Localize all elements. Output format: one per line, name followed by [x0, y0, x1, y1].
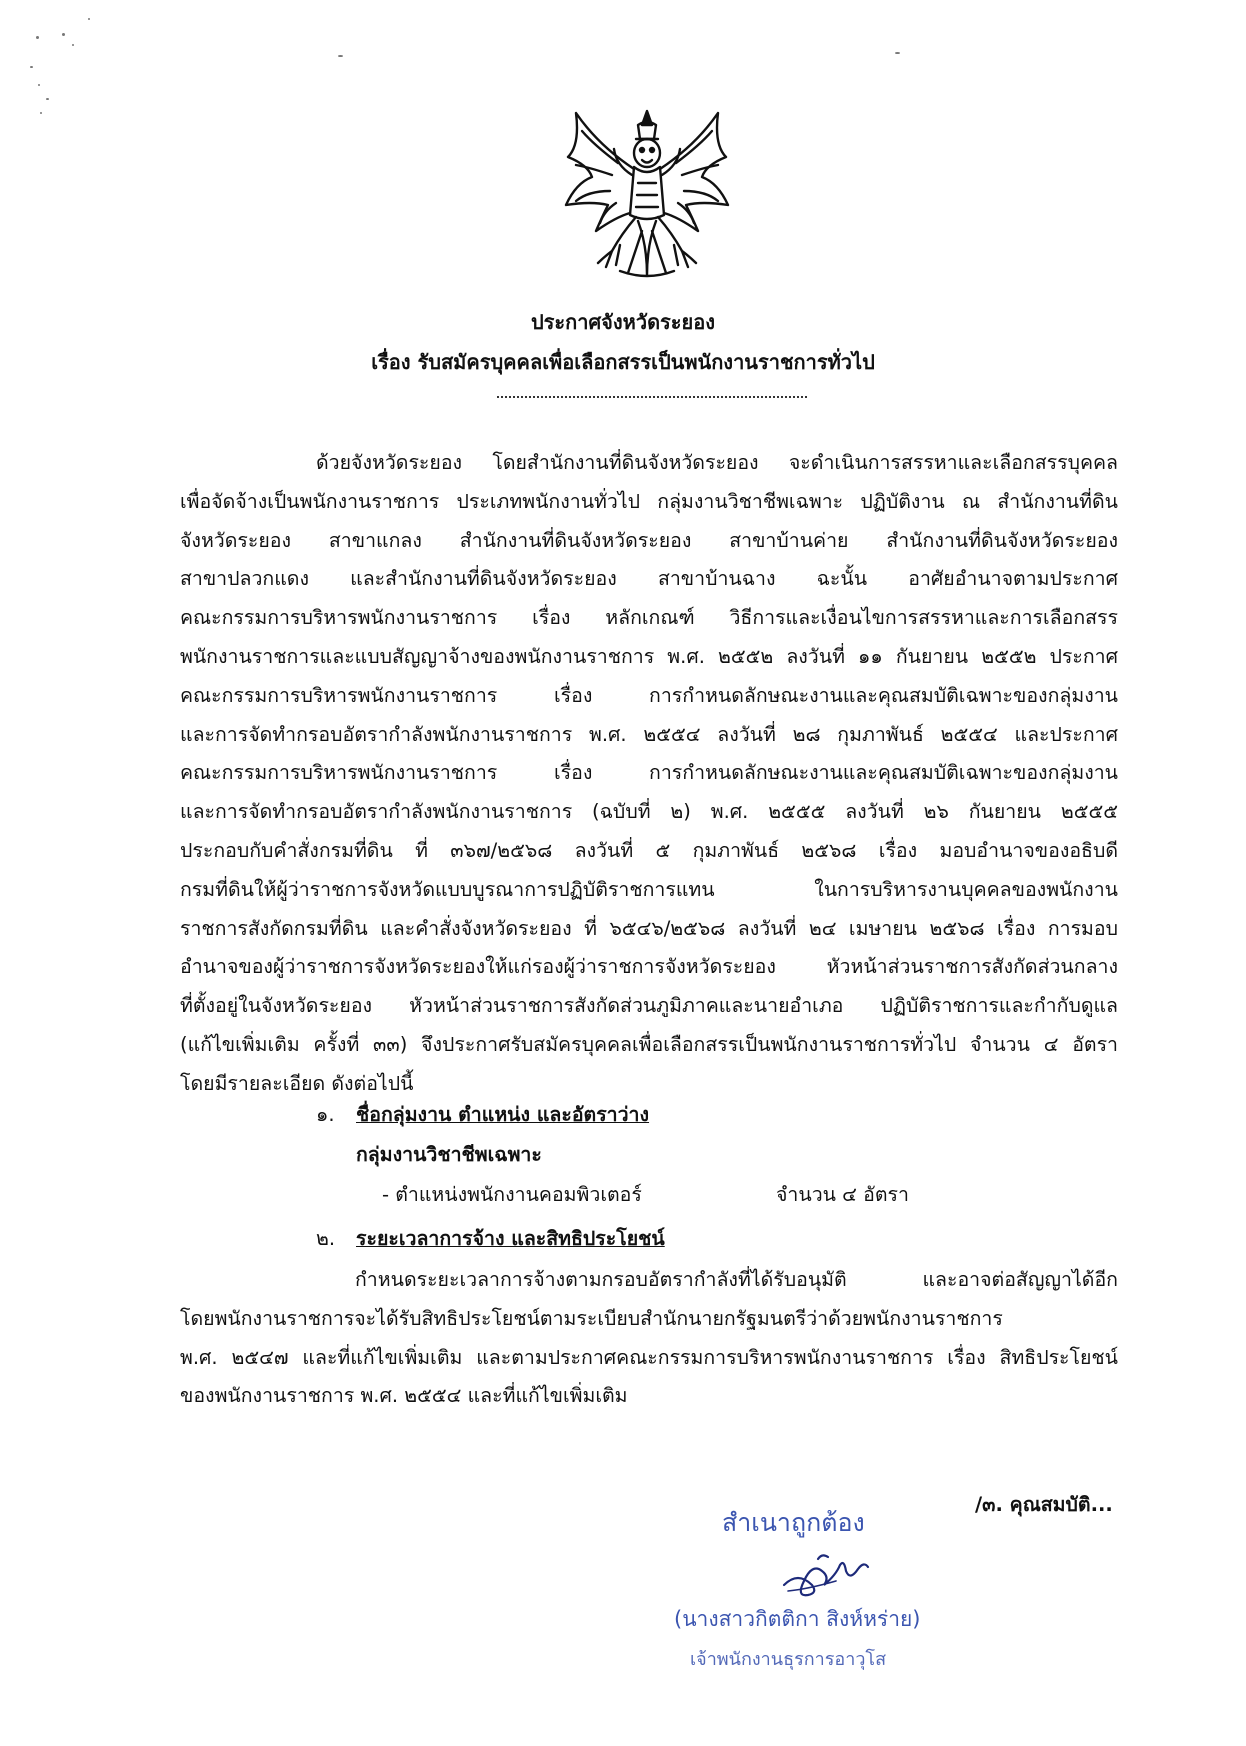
scan-speck: [46, 98, 49, 100]
job-group-label: กลุ่มงานวิชาชีพเฉพาะ: [356, 1143, 542, 1166]
section-title: ระยะเวลาการจ้าง และสิทธิประโยชน์: [356, 1227, 665, 1250]
intro-line: (แก้ไขเพิ่มเติม ครั้งที่ ๓๓) จึงประกาศรับสมัครบุคคลเพื่อเลือกสรรเป็นพนักงานราชการทั่วไป จำนวน ๔ อัตรา: [180, 1032, 1118, 1056]
section-number: ๒.: [316, 1227, 336, 1250]
section-number: ๑.: [316, 1103, 335, 1126]
document-subject: เรื่อง รับสมัครบุคคลเพื่อเลือกสรรเป็นพนักงานราชการทั่วไป: [371, 350, 875, 374]
intro-line: สาขาปลวกแดง และสำนักงานที่ดินจังหวัดระยอง สาขาบ้านฉาง ฉะนั้น อาศัยอำนาจตามประกาศ: [180, 567, 1118, 591]
intro-line: คณะกรรมการบริหารพนักงานราชการ เรื่อง หลักเกณฑ์ วิธีการและเงื่อนไขการสรรหาและการเลือกสรร: [180, 606, 1118, 630]
intro-paragraph: [180, 444, 1118, 1104]
handwritten-signature: [778, 1541, 874, 1601]
scan-speck: [38, 84, 40, 86]
intro-line: อำนาจของผู้ว่าราชการจังหวัดระยองให้แก่รองผู้ว่าราชการจังหวัดระยอง หัวหน้าส่วนราชการสังกัดส่วนกลาง: [180, 955, 1118, 979]
intro-line: กรมที่ดินให้ผู้ว่าราชการจังหวัดแบบบูรณาการปฏิบัติราชการแทน ในการบริหารงานบุคคลของพนักงาน: [180, 877, 1118, 901]
position-name: - ตำแหน่งพนักงานคอมพิวเตอร์: [382, 1183, 642, 1206]
scan-speck: [338, 55, 343, 57]
scan-speck: [40, 112, 42, 114]
scan-speck: [36, 36, 39, 39]
section-2-line: โดยพนักงานราชการจะได้รับสิทธิประโยชน์ตามระเบียบสำนักนายกรัฐมนตรีว่าด้วยพนักงานราชการ: [180, 1306, 1003, 1330]
scan-speck: [72, 44, 74, 46]
title-divider: [497, 396, 807, 398]
intro-line: และการจัดทำกรอบอัตรากำลังพนักงานราชการ พ.ศ. ๒๕๕๔ ลงวันที่ ๒๘ กุมภาพันธ์ ๒๕๕๔ และประกาศ: [180, 722, 1118, 746]
intro-line: ที่ตั้งอยู่ในจังหวัดระยอง หัวหน้าส่วนราชการสังกัดส่วนภูมิภาคและนายอำเภอ ปฏิบัติราชการและกำกับดูแล: [180, 994, 1118, 1018]
section-1-heading: [316, 1096, 649, 1134]
intro-line: คณะกรรมการบริหารพนักงานราชการ เรื่อง การกำหนดลักษณะงานและคุณสมบัติเฉพาะของกลุ่มงาน: [180, 683, 1118, 707]
certifier-name: (นางสาวกิตติกา สิงห์หร่าย): [674, 1607, 921, 1631]
garuda-emblem-icon: [558, 105, 736, 283]
intro-line: คณะกรรมการบริหารพนักงานราชการ เรื่อง การกำหนดลักษณะงานและคุณสมบัติเฉพาะของกลุ่มงาน: [180, 761, 1118, 785]
continuation-note: /๓. คุณสมบัติ...: [975, 1493, 1113, 1516]
document-title: ประกาศจังหวัดระยอง: [530, 310, 716, 334]
section-title: ชื่อกลุ่มงาน ตำแหน่ง และอัตราว่าง: [356, 1103, 650, 1126]
section-2-paragraph: [180, 1261, 1118, 1416]
intro-line: และการจัดทำกรอบอัตรากำลังพนักงานราชการ (ฉบับที่ ๒) พ.ศ. ๒๕๕๕ ลงวันที่ ๒๖ กันยายน ๒๕๕๕: [180, 800, 1118, 824]
intro-line: จังหวัดระยอง สาขาแกลง สำนักงานที่ดินจังหวัดระยอง สาขาบ้านค่าย สำนักงานที่ดินจังหวัดระยอง: [180, 528, 1118, 552]
intro-line: โดยมีรายละเอียด ดังต่อไปนี้: [180, 1071, 414, 1095]
intro-line: ประกอบกับคำสั่งกรมที่ดิน ที่ ๓๖๗/๒๕๖๘ ลงวันที่ ๕ กุมภาพันธ์ ๒๕๖๘ เรื่อง มอบอำนาจของอธิบดี: [180, 838, 1118, 862]
section-2-line: ของพนักงานราชการ พ.ศ. ๒๕๕๔ และที่แก้ไขเพิ่มเติม: [180, 1384, 628, 1408]
scan-speck: [895, 52, 900, 54]
intro-line: ราชการสังกัดกรมที่ดิน และคำสั่งจังหวัดระยอง ที่ ๖๕๔๖/๒๕๖๘ ลงวันที่ ๒๔ เมษายน ๒๕๖๘ เรื่อง การมอบ: [180, 916, 1118, 940]
intro-line: ด้วยจังหวัดระยอง โดยสำนักงานที่ดินจังหวัดระยอง จะดำเนินการสรรหาและเลือกสรรบุคคล: [316, 451, 1118, 474]
position-count: จำนวน ๔ อัตรา: [776, 1183, 909, 1206]
section-2-line: กำหนดระยะเวลาการจ้างตามกรอบอัตรากำลังที่ได้รับอนุมัติ และอาจต่อสัญญาได้อีก: [355, 1268, 1118, 1291]
scan-speck: [30, 66, 33, 68]
scan-speck: [62, 33, 65, 36]
intro-line: เพื่อจัดจ้างเป็นพนักงานราชการ ประเภทพนักงานทั่วไป กลุ่มงานวิชาชีพเฉพาะ ปฏิบัติงาน ณ สำนักงานที่ดิน: [180, 489, 1118, 513]
section-2-heading: [316, 1220, 665, 1258]
certified-copy-stamp: สำเนาถูกต้อง: [722, 1508, 865, 1537]
certifier-position: เจ้าพนักงานธุรการอาวุโส: [690, 1649, 887, 1670]
section-2-line: พ.ศ. ๒๕๔๗ และที่แก้ไขเพิ่มเติม และตามประกาศคณะกรรมการบริหารพนักงานราชการ เรื่อง สิทธิประโยชน์: [180, 1345, 1118, 1369]
intro-line: พนักงานราชการและแบบสัญญาจ้างของพนักงานราชการ พ.ศ. ๒๕๕๒ ลงวันที่ ๑๑ กันยายน ๒๕๕๒ ประกาศ: [180, 644, 1118, 668]
scan-speck: [88, 18, 90, 20]
